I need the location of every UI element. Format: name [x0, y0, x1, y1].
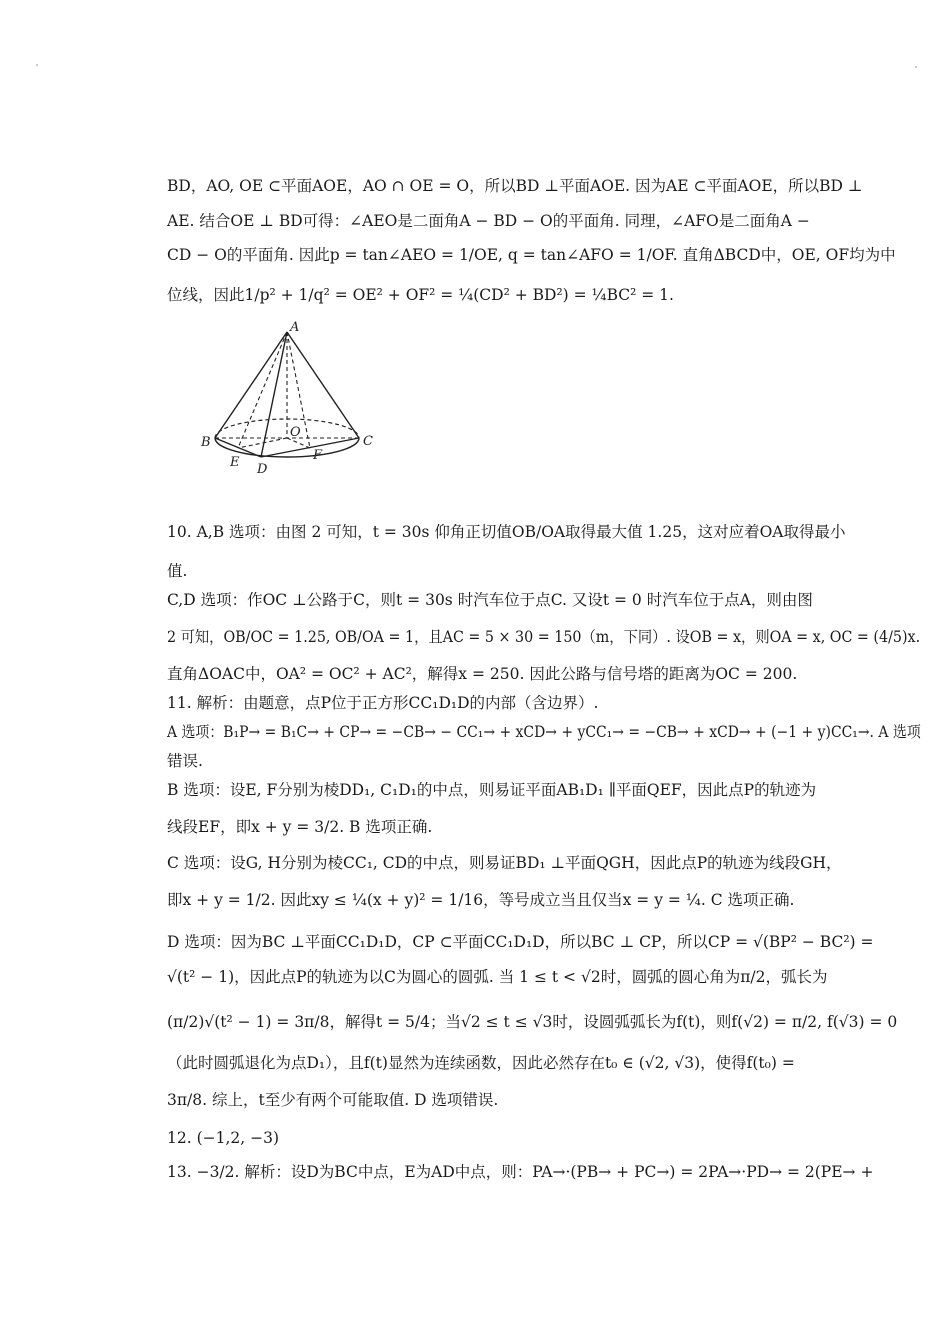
scan-speck-tl: [36, 64, 38, 66]
text-line: 直角ΔOAC中，OA² = OC² + AC²，解得x = 250. 因此公路与信号塔的距离为OC = 200.: [167, 665, 798, 683]
scan-speck-tr: [915, 66, 917, 68]
chord-DC: [261, 438, 359, 457]
text-line: B 选项：设E, F分别为棱DD₁, C₁D₁的中点，则易证平面AB₁D₁ ∥平面QEF，因此点P的轨迹为: [167, 781, 817, 799]
label-D: D: [257, 462, 268, 477]
cone-figure: [195, 318, 385, 478]
text-line: AE. 结合OE ⊥ BD可得：∠AEO是二面角A − BD − O的平面角. 同理，∠AFO是二面角A −: [167, 212, 810, 230]
text-line: C 选项：设G, H分别为棱CC₁, CD的中点，则易证BD₁ ⊥平面QGH，因此点P的轨迹为线段GH，: [167, 854, 842, 872]
text-line: D 选项：因为BC ⊥平面CC₁D₁D，CP ⊂平面CC₁D₁D，所以BC ⊥ CP，所以CP = √(BP² − BC²) =: [167, 933, 874, 951]
segment-AE: [238, 332, 287, 448]
label-E: E: [230, 455, 240, 470]
text-line: 2 可知，OB/OC = 1.25, OB/OA = 1，且AC = 5 × 30 = 150（m，下同）. 设OB = x，则OA = x, OC = (4/5)x.: [167, 628, 921, 646]
text-line: 11. 解析：由题意，点P位于正方形CC₁D₁D的内部（含边界）.: [167, 694, 599, 712]
base-back-arc: [215, 419, 359, 438]
label-C: C: [363, 434, 373, 449]
text-line: （此时圆弧退化为点D₁），且f(t)显然为连续函数，因此必然存在t₀ ∈ (√2, √3)，使得f(t₀) =: [167, 1054, 795, 1072]
text-line: A 选项：B₁P→ = B₁C→ + CP→ = −CB→ − CC₁→ + xCD→ + yCC₁→ = −CB→ + xCD→ + (−1 + y)CC₁→. A 选项: [167, 723, 921, 741]
text-line: 10. A,B 选项：由图 2 可知，t = 30s 仰角正切值OB/OA取得最大值 1.25，这对应着OA取得最小: [167, 523, 846, 541]
text-line: 即x + y = 1/2. 因此xy ≤ ¼(x + y)² = 1/16，等号成立当且仅当x = y = ¼. C 选项正确.: [167, 891, 795, 909]
text-line: 位线，因此1/p² + 1/q² = OE² + OF² = ¼(CD² + BD²) = ¼BC² = 1.: [167, 286, 674, 304]
cone-diagram: [195, 318, 385, 478]
text-line: 错误.: [167, 752, 203, 770]
text-line: (π/2)√(t² − 1) = 3π/8，解得t = 5/4；当√2 ≤ t ≤ √3时，设圆弧弧长为f(t)，则f(√2) = π/2, f(√3) = 0: [167, 1013, 898, 1031]
label-O: O: [290, 425, 301, 440]
text-line: 12. (−1,2, −3): [167, 1129, 280, 1147]
text-line: 线段EF，即x + y = 3/2. B 选项正确.: [167, 818, 433, 836]
label-A: A: [290, 320, 300, 335]
label-F: F: [313, 448, 323, 463]
text-line: √(t² − 1)，因此点P的轨迹为以C为圆心的圆弧. 当 1 ≤ t < √2时，圆弧的圆心角为π/2，弧长为: [167, 968, 828, 986]
text-line: BD，AO, OE ⊂平面AOE，AO ∩ OE = O，所以BD ⊥平面AOE. 因为AE ⊂平面AOE，所以BD ⊥: [167, 177, 863, 195]
text-line: C,D 选项：作OC ⊥公路于C，则t = 30s 时汽车位于点C. 又设t = 0 时汽车位于点A，则由图: [167, 591, 813, 609]
text-line: 13. −3/2. 解析：设D为BC中点，E为AD中点，则：PA→·(PB→ + PC→) = 2PA→·PD→ = 2(PE→ +: [167, 1163, 874, 1181]
text-line: 值.: [167, 562, 188, 580]
text-line: CD − O的平面角. 因此p = tan∠AEO = 1/OE, q = tan∠AFO = 1/OF. 直角ΔBCD中，OE, OF均为中: [167, 246, 896, 264]
label-B: B: [201, 435, 211, 450]
text-line: 3π/8. 综上，t至少有两个可能取值. D 选项错误.: [167, 1091, 499, 1109]
